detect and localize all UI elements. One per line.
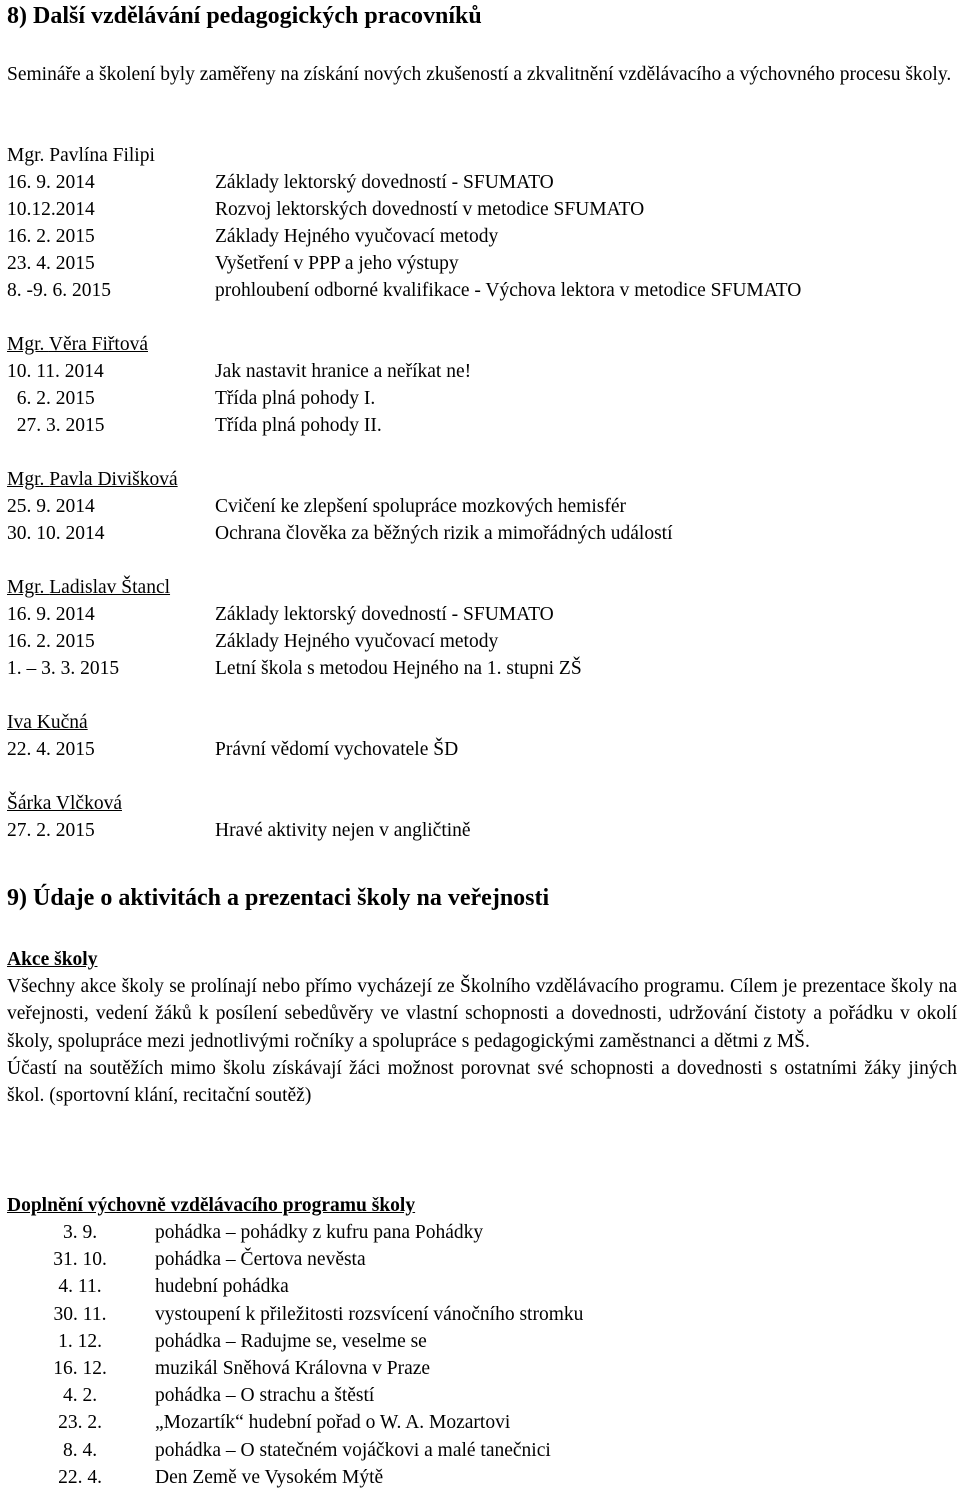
seminar-row [7,277,957,304]
seminar-title: Hravé aktivity nejen v angličtině [215,820,471,841]
seminar-date: 25. 9. 2014 [7,496,95,517]
teacher-name-text: Věra Fiřtová [48,334,148,355]
teacher-group [7,574,957,682]
seminar-title: Třída plná pohody II. [215,415,382,436]
program-event-date: 4. 2. [62,1385,98,1407]
seminar-row [7,520,957,547]
program-event-date: 4. 11. [58,1276,102,1298]
teacher-name-text: Pavlína Filipi [49,145,155,166]
program-event-title: hudební pohádka [155,1276,289,1298]
teacher-group [7,142,957,304]
seminar-row [7,196,957,223]
seminar-title: Základy Hejného vyučovací metody [215,226,499,247]
seminar-date: 16. 2. 2015 [7,631,95,652]
seminar-date: 6. 2. 2015 [7,388,95,409]
seminar-title: Základy lektorský dovedností - SFUMATO [215,172,554,193]
teacher-group [7,466,957,547]
section-8-heading: 8) Další vzdělávání pedagogických pracovníků [7,3,482,29]
program-event-date: 1. 12. [58,1330,102,1352]
seminar-date: 27. 2. 2015 [7,820,95,841]
seminar-date: 22. 4. 2015 [7,739,95,760]
seminar-date: 16. 2. 2015 [7,226,95,247]
seminar-date: 16. 9. 2014 [7,172,95,193]
program-event-row [7,1437,957,1464]
seminar-row [7,385,957,412]
program-event-title: pohádka – O strachu a štěstí [155,1385,375,1407]
seminar-date: 1. – 3. 3. 2015 [7,658,120,679]
seminar-row [7,601,957,628]
akce-skoly-heading: Akce školy [7,949,98,970]
seminar-title: Právní vědomí vychovatele ŠD [215,739,459,760]
seminar-title: prohloubení odborné kvalifikace - Výchova lektora v metodice SFUMATO [215,280,802,301]
akce-skoly-paragraph-2: Účastí na soutěžích mimo školu získávají žáci možnost porovnat své schopnosti a dovednosti s ostatními žáky jiných škol. (sportovní klání, recitační soutěž) [7,1057,957,1107]
program-event-date: 30. 11. [53,1303,107,1325]
teacher-name-text: Pavla Divišková [49,469,178,490]
seminar-row [7,628,957,655]
seminar-row [7,412,957,439]
teacher-name-prefix: Mgr. [7,577,50,598]
program-event-title: pohádka – O statečném vojáčkovi a malé tanečnici [155,1439,551,1461]
seminar-date: 8. -9. 6. 2015 [7,280,111,301]
teacher-name [7,466,957,493]
section-9-heading: 9) Údaje o aktivitách a prezentaci školy na veřejnosti [7,885,550,911]
seminar-date: 27. 3. 2015 [7,415,105,436]
teacher-group [7,790,957,844]
seminar-title: Třída plná pohody I. [215,388,376,409]
program-event-row [7,1355,957,1382]
akce-skoly-section [7,946,957,1109]
program-event-row [7,1301,957,1328]
seminar-title: Vyšetření v PPP a jeho výstupy [215,253,459,274]
seminar-row [7,250,957,277]
seminar-row [7,493,957,520]
seminar-row [7,358,957,385]
teacher-name-prefix: Mgr. [7,469,50,490]
program-event-title: Den Země ve Vysokém Mýtě [155,1466,384,1488]
seminar-title: Ochrana člověka za běžných rizik a mimořádných událostí [215,523,673,544]
seminar-date: 16. 9. 2014 [7,604,95,625]
program-heading: Doplnění výchovně vzdělávacího programu školy [7,1195,416,1216]
teacher-name-text: Šárka Vlčková [7,793,122,814]
seminar-row [7,223,957,250]
program-event-title: pohádka – pohádky z kufru pana Pohádky [155,1222,484,1243]
teacher-name [7,709,957,736]
teacher-group [7,709,957,763]
teacher-name-prefix: Mgr. [7,145,50,166]
program-event-title: pohádka – Čertova nevěsta [155,1249,366,1271]
seminar-title: Cvičení ke zlepšení spolupráce mozkových hemisfér [215,496,626,517]
program-event-date: 22. 4. [58,1466,102,1488]
teacher-name [7,142,957,169]
program-event-row [7,1328,957,1355]
program-event-date: 16. 12. [53,1357,107,1379]
teacher-group [7,331,957,439]
program-event-row [7,1464,957,1491]
teacher-name [7,790,957,817]
program-event-list [7,1219,957,1491]
program-event-date: 3. 9. [62,1222,98,1243]
program-event-row [7,1409,957,1436]
seminar-date: 10.12.2014 [7,199,95,220]
seminar-title: Rozvoj lektorských dovedností v metodice SFUMATO [215,199,645,220]
program-event-date: 31. 10. [53,1249,107,1271]
seminar-row [7,655,957,682]
teacher-name-text: Iva Kučná [7,712,88,733]
seminar-title: Základy Hejného vyučovací metody [215,631,499,652]
teacher-seminar-list [7,142,957,844]
program-event-title: vystoupení k přiležitosti rozsvícení vánočního stromku [155,1303,584,1325]
seminar-title: Základy lektorský dovedností - SFUMATO [215,604,554,625]
section-8-intro: Semináře a školení byly zaměřeny na získání nových zkušeností a zkvalitnění vzdělávacího a výchovného procesu školy. [7,64,952,85]
program-event-date: 8. 4. [62,1439,98,1461]
seminar-row [7,736,957,763]
program-event-row [7,1219,957,1246]
teacher-name [7,331,957,358]
program-event-row [7,1382,957,1409]
program-event-title: „Mozartík“ hudební pořad o W. A. Mozartovi [155,1412,511,1434]
program-event-row [7,1273,957,1300]
seminar-row [7,817,957,844]
teacher-name-text: Ladislav Štancl [49,577,171,598]
seminar-date: 30. 10. 2014 [7,523,105,544]
seminar-date: 23. 4. 2015 [7,253,95,274]
program-event-title: muzikál Sněhová Královna v Praze [155,1357,431,1379]
akce-skoly-paragraph-1: Všechny akce školy se prolínají nebo přímo vycházejí ze Školního vzdělávacího programu. Cílem je prezentace školy na veřejnosti, vedení žáků k posílení sebedůvěry ve vlastní schopnosti a dovednosti, udržování čistoty a pořádku v okolí školy, spolupráce mezi jednotlivými ročníky a spolupráce s pedagogickými zaměstnanci a dětmi z MŠ. [7,976,957,1052]
program-section [7,1192,957,1491]
seminar-date: 10. 11. 2014 [7,361,104,382]
program-event-title: pohádka – Radujme se, veselme se [155,1330,427,1352]
seminar-row [7,169,957,196]
seminar-title: Letní škola s metodou Hejného na 1. stupni ZŠ [215,658,582,679]
program-event-date: 23. 2. [58,1412,102,1434]
program-event-row [7,1246,957,1273]
seminar-title: Jak nastavit hranice a neříkat ne! [215,361,472,382]
teacher-name-prefix: Mgr. [7,334,49,355]
teacher-name [7,574,957,601]
